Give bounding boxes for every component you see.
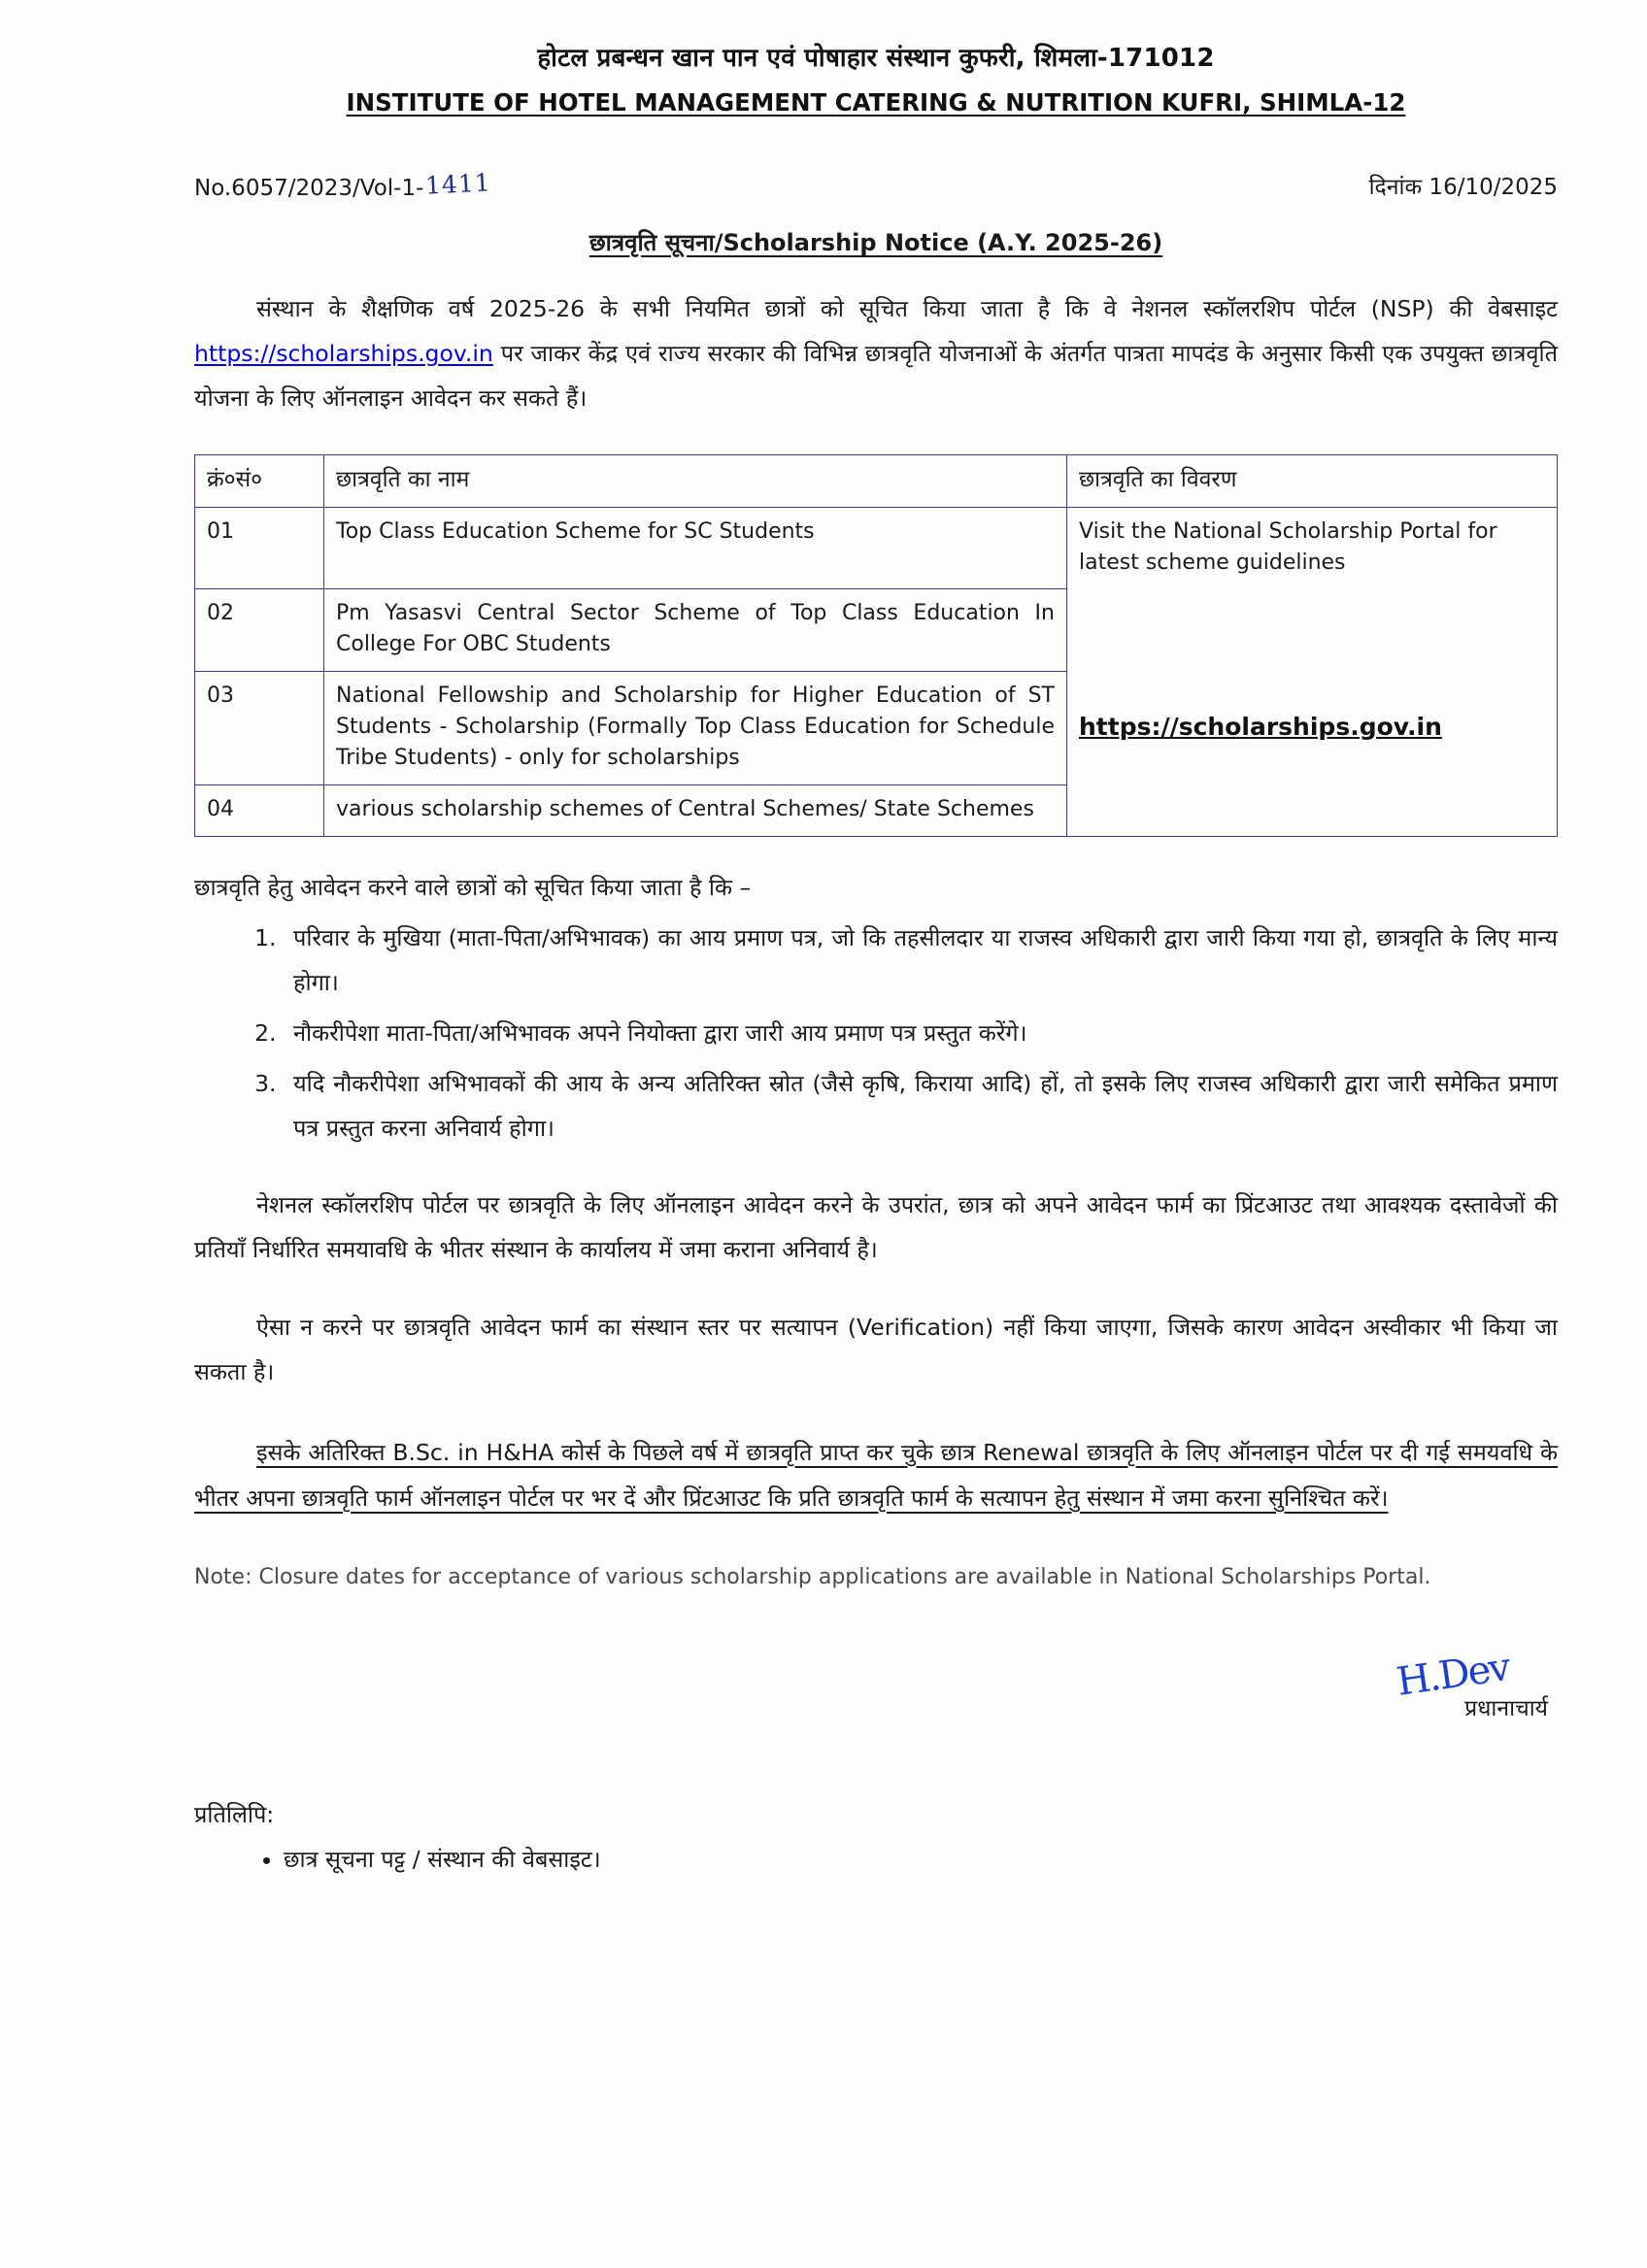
intro-text-part1: संस्थान के शैक्षणिक वर्ष 2025-26 के सभी नियमित छात्रों को सूचित किया जाता है कि वे नेशनल स्कॉलरशिप पोर्टल (NSP) की वेबसाइट [256, 295, 1558, 323]
list-item: 3. यदि नौकरीपेशा अभिभावकों की आय के अन्य अतिरिक्त स्रोत (जैसे कृषि, किराया आदि) हों, तो इसके लिए राजस्व अधिकारी द्वारा जारी समेकित प्रमाण पत्र प्रस्तुत करना अनिवार्य होगा। [284, 1062, 1558, 1151]
detail-cell-empty [1067, 784, 1558, 836]
signature-block [194, 1644, 1558, 1722]
detail-cell-text: Visit the National Scholarship Portal for latest scheme guidelines [1067, 507, 1558, 588]
table-header-row [195, 454, 1558, 507]
detail-cell-link [1067, 672, 1558, 785]
table-row [195, 672, 1558, 785]
body-paragraph-3-renewal: इसके अतिरिक्त B.Sc. in H&HA कोर्स के पिछले वर्ष में छात्रवृति प्राप्त कर चुके छात्र Renewal छात्रवृति के लिए ऑनलाइन पोर्टल पर दी गई समयवधि के भीतर अपना छात्रवृति फार्म ऑनलाइन पोर्टल पर भर दें और प्रिंटआउट कि प्रति छात्रवृति फार्म के सत्यापन हेतु संस्थान में जमा करना सुनिश्चित करें। [194, 1438, 1558, 1512]
detail-cell-spacer [1067, 589, 1558, 672]
list-item: • छात्र सूचना पट्ट / संस्थान की वेबसाइट। [284, 1839, 1558, 1880]
table-header-detail: छात्रवृति का विवरण [1067, 454, 1558, 507]
intro-text-part2: पर जाकर केंद्र एवं राज्य सरकार की विभिन्न छात्रवृति योजनाओं के अंतर्गत पात्रता मापदंड के अनुसार किसी एक उपयुक्त छात्रवृति योजना के लिए ऑनलाइन आवेदन कर सकते हैं। [194, 340, 1558, 412]
row-sno: 03 [195, 672, 324, 785]
institute-name-hindi: होटल प्रबन्धन खान पान एवं पोषाहार संस्थान कुफरी, शिमला-171012 [537, 44, 1215, 73]
reference-row [194, 170, 1558, 201]
copy-heading: प्रतिलिपि: [194, 1800, 275, 1828]
scholarship-table [194, 454, 1558, 837]
row-sno: 02 [195, 589, 324, 672]
reference-number: No.6057/2023/Vol-1- [194, 176, 424, 202]
document-date: दिनांक 16/10/2025 [1368, 175, 1558, 201]
row-sno: 04 [195, 784, 324, 836]
list-item: 2. नौकरीपेशा माता-पिता/अभिभावक अपने नियोक्ता द्वारा जारी आय प्रमाण पत्र प्रस्तुत करेंगे। [284, 1012, 1558, 1056]
intro-paragraph [194, 287, 1558, 420]
rules-lead-text: छात्रवृति हेतु आवेदन करने वाले छात्रों को सूचित किया जाता है कि – [194, 873, 752, 901]
row-scheme-name: National Fellowship and Scholarship for Higher Education of ST Students - Scholarship (Formally Top Class Education for Schedule Tribe Students) - only for scholarships [324, 672, 1067, 785]
table-row [195, 589, 1558, 672]
list-item: 1. परिवार के मुखिया (माता-पिता/अभिभावक) का आय प्रमाण पत्र, जो कि तहसीलदार या राजस्व अधिकारी द्वारा जारी किया गया हो, छात्रवृति के लिए मान्य होगा। [284, 917, 1558, 1006]
institute-name-english: INSTITUTE OF HOTEL MANAGEMENT CATERING & NUTRITION KUFRI, SHIMLA-12 [346, 87, 1406, 117]
row-scheme-name: Pm Yasasvi Central Sector Scheme of Top Class Education In College For OBC Students [324, 589, 1067, 672]
rules-list [194, 917, 1558, 1151]
page-title: छात्रवृति सूचना/Scholarship Notice (A.Y. 2025-26) [588, 229, 1163, 257]
body-paragraph-1: नेशनल स्कॉलरशिप पोर्टल पर छात्रवृति के लिए ऑनलाइन आवेदन करने के उपरांत, छात्र को अपने आवेदन फार्म का प्रिंटआउट तथा आवश्यक दस्तावेजों की प्रतियाँ निर्धारित समयावधि के भीतर संस्थान के कार्यालय में जमा कराना अनिवार्य है। [194, 1191, 1558, 1264]
body-paragraph-2: ऐसा न करने पर छात्रवृति आवेदन फार्म का संस्थान स्तर पर सत्यापन (Verification) नहीं किया जाएगा, जिसके कारण आवेदन अस्वीकार भी किया जा सकता है। [194, 1313, 1558, 1385]
closure-note: Note: Closure dates for acceptance of various scholarship applications are available in National Scholarships Portal. [194, 1564, 1431, 1589]
row-scheme-name: Top Class Education Scheme for SC Students [324, 507, 1067, 588]
table-header-name: छात्रवृति का नाम [324, 454, 1067, 507]
row-scheme-name: various scholarship schemes of Central Schemes/ State Schemes [324, 784, 1067, 836]
signature-designation: प्रधानाचार्य [1464, 1695, 1548, 1721]
row-sno: 01 [195, 507, 324, 588]
copy-list [194, 1839, 1558, 1880]
reference-handwritten-number: 1411 [424, 168, 492, 200]
nsp-portal-link[interactable]: https://scholarships.gov.in [194, 340, 493, 368]
table-row [195, 507, 1558, 588]
signature-icon: H.Dev [1394, 1644, 1512, 1705]
scholarship-portal-link[interactable]: https://scholarships.gov.in [1079, 712, 1442, 741]
table-header-sno: क्रं०सं० [195, 454, 324, 507]
table-row [195, 784, 1558, 836]
letterhead [194, 41, 1558, 119]
